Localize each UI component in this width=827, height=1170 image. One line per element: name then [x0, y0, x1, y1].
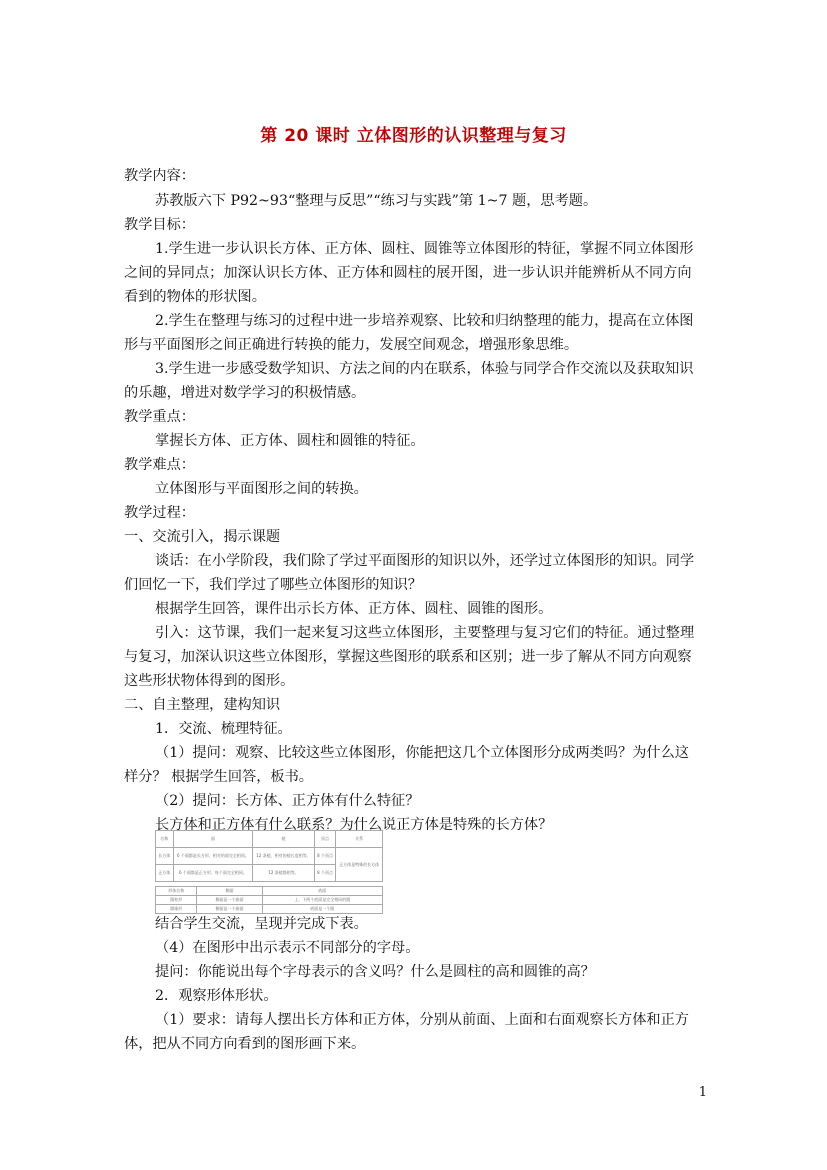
- paragraph-line: 谈话：在小学阶段，我们除了学过平面图形的知识以外，还学过立体图形的知识。同学: [155, 553, 695, 569]
- table-cell: 12 条棱都相等。: [253, 865, 315, 882]
- section-heading: 教学目标：: [124, 217, 195, 233]
- paragraph-line: 1．交流、梳理特征。: [155, 721, 292, 737]
- paragraph-line: 长方体和正方体有什么联系？为什么说正方体是特殊的长方体？: [155, 817, 553, 833]
- page-title: 第 20 课时 立体图形的认识整理与复习: [260, 126, 567, 146]
- paragraph-line: 样分？ 根据学生回答，板书。: [124, 769, 313, 785]
- paragraph-line: 提问：你能说出每个字母表示的含义吗？什么是圆柱的高和圆锥的高？: [155, 964, 595, 980]
- paragraph-line: （2）提问：长方体、正方体有什么特征？: [155, 793, 420, 809]
- table-header: 形体名称: [156, 887, 197, 896]
- table-header: 面: [173, 831, 253, 848]
- table-cell: 上、下两个底面是完全相同的圆: [262, 896, 382, 905]
- table-cell: 圆柱形: [156, 896, 197, 905]
- paragraph-line: 1.学生进一步认识长方体、正方体、圆柱、圆锥等立体图形的特征，掌握不同立体图形: [155, 241, 694, 257]
- paragraph-line: 之间的异同点；加深认识长方体、正方体和圆柱的展开图，进一步认识并能辨析从不同方向: [124, 265, 692, 281]
- paragraph-line: （1）要求：请每人摆出长方体和正方体，分别从前面、上面和右面观察长方体和正方: [155, 1012, 689, 1028]
- paragraph-line: 体，把从不同方向看到的图形画下来。: [124, 1036, 366, 1052]
- paragraph-line: （4）在图形中出示表示不同部分的字母。: [155, 940, 420, 956]
- paragraph-line: 引入：这节课，我们一起来复习这些立体图形，主要整理与复习它们的特征。通过整理: [155, 625, 695, 641]
- table-cell: 长方体: [156, 848, 174, 865]
- table-cell: 6 个面都是长方形，相对的面完全相同。: [173, 848, 253, 865]
- table-cell: 8 个顶点: [314, 865, 336, 882]
- paragraph-line: 根据学生回答，课件出示长方体、正方体、圆柱、圆锥的图形。: [155, 601, 553, 617]
- paragraph-line: 2.学生在整理与练习的过程中进一步培养观察、比较和归纳整理的能力，提高在立体图: [155, 313, 694, 329]
- paragraph-line: 立体图形与平面图形之间的转换。: [155, 481, 368, 497]
- table-header: 底面: [262, 887, 382, 896]
- section-heading: 二、自主整理，建构知识: [124, 697, 281, 713]
- paragraph-line: 苏教版六下 P92~93“整理与反思”“练习与实践”第 1~7 题，思考题。: [155, 193, 598, 209]
- table-cell: 正方体: [156, 865, 174, 882]
- page-number: 1: [698, 1085, 707, 1100]
- table-cell: 侧面是一个曲面: [197, 905, 262, 914]
- paragraph-line: 2．观察形体形状。: [155, 988, 278, 1004]
- table-cell: 正方体是特殊的长方体: [336, 848, 383, 882]
- section-heading: 教学重点：: [124, 409, 195, 425]
- table-cell: 圆锥形: [156, 905, 197, 914]
- table-cell: 侧面是一个曲面: [197, 896, 262, 905]
- paragraph-line: 这些形状物体得到的图形。: [124, 673, 295, 689]
- paragraph-line: 们回忆一下，我们学过了哪些立体图形的知识？: [124, 577, 422, 593]
- paragraph-line: 的乐趣，增进对数学学习的积极情感。: [124, 385, 366, 401]
- table-header: 侧面: [197, 887, 262, 896]
- section-heading: 教学内容：: [124, 168, 195, 184]
- table-header: 棱: [253, 831, 315, 848]
- table-cell: 12 条棱，相对的棱长度相等。: [253, 848, 315, 865]
- table-cell: 8 个顶点: [314, 848, 336, 865]
- feature-table-cuboid-cube: [155, 830, 383, 882]
- paragraph-line: 结合学生交流，呈现并完成下表。: [155, 916, 368, 932]
- feature-table-cylinder-cone: [155, 886, 383, 914]
- table-header: 顶点: [314, 831, 336, 848]
- paragraph-line: 3.学生进一步感受数学知识、方法之间的内在联系，体验与同学合作交流以及获取知识: [155, 361, 694, 377]
- section-heading: 一、交流引入，揭示课题: [124, 529, 281, 545]
- paragraph-line: 与复习，加深认识这些立体图形，掌握这些图形的联系和区别；进一步了解从不同方向观察: [124, 649, 692, 665]
- section-heading: 教学过程：: [124, 505, 195, 521]
- paragraph-line: （1）提问：观察、比较这些立体图形，你能把这几个立体图形分成两类吗？为什么这: [155, 745, 689, 761]
- table-header: 名称: [156, 831, 174, 848]
- table-cell: 底面是一个圆: [262, 905, 382, 914]
- paragraph-line: 掌握长方体、正方体、圆柱和圆锥的特征。: [155, 433, 425, 449]
- table-header: 关系: [336, 831, 383, 848]
- table-cell: 6 个面都是正方形，每个面完全相同。: [173, 865, 253, 882]
- paragraph-line: 看到的物体的形状图。: [124, 289, 266, 305]
- paragraph-line: 形与平面图形之间正确进行转换的能力，发展空间观念，增强形象思维。: [124, 337, 579, 353]
- section-heading: 教学难点：: [124, 457, 195, 473]
